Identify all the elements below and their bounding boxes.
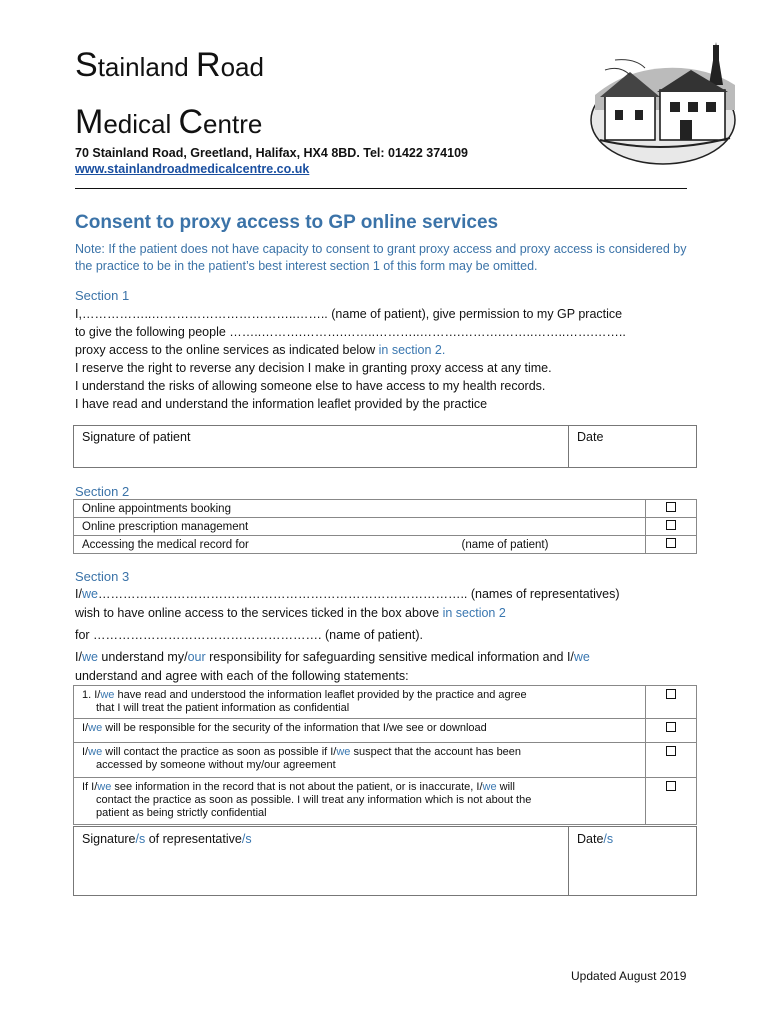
practice-website-link[interactable]: www.stainlandroadmedicalcentre.co.uk [75,162,310,176]
service-checkbox-medical-record[interactable] [666,538,676,548]
representative-signature-box [73,826,697,896]
practice-name-line2: Medical Centre [75,103,263,141]
service-checkbox-prescriptions[interactable] [666,520,676,530]
section3-text: I/we…………………………………………………………………………….. (names of representatives) wish to have online access to the services ticked in the box above in section 2 for ………………………………………………. (name of patient). I/we understand my/our responsibility for safeguarding sensitive medical information and I/we understand and agree with each of the following statements: [75,587,620,683]
statement-checkbox-1[interactable] [666,689,676,699]
service-label: Online prescription management [82,520,249,533]
patient-signature-label: Signature of patient [82,430,191,444]
statement-row-2: I/we will be responsible for the security of the information that I/we see or download [74,719,697,743]
practice-name-line1: Stainland Road [75,46,264,84]
statement-checkbox-4[interactable] [666,781,676,791]
representative-signature-label: Signature/s of representative/s [82,832,252,846]
representative-date-label: Date/s [577,832,614,846]
patient-signature-field[interactable] [74,426,569,467]
statement-row-1: 1. I/we have read and understood the information leaflet provided by the practice and agree that I will treat the patient information as confidential [74,686,697,719]
service-row-prescriptions [74,518,697,536]
statement-row-3: I/we will contact the practice as soon as possible if I/we suspect that the account has been accessed by someone without my/our agreement [74,743,697,778]
service-patient-name-hint: (name of patient) [461,538,549,551]
section2-heading: Section 2 [75,484,130,499]
service-label: Accessing the medical record for [82,538,249,551]
form-note: Note: If the patient does not have capacity to consent to grant proxy access and proxy access is considered by the practice to be in the patient’s best interest section 1 of this form may be omitted. [75,242,687,273]
patient-date-field[interactable] [569,426,696,467]
service-row-appointments [74,500,697,518]
header-divider [75,188,687,189]
updated-date-footer: Updated August 2019 [571,969,687,983]
statement-row-4: If I/we see information in the record that is not about the patient, or is inaccurate, I/we will contact the practice as soon as possible. I will treat any information which is not about the patient as being strictly confidential [74,778,697,825]
patient-signature-box [73,425,697,468]
service-label: Online appointments booking [82,502,231,515]
practice-logo-illustration [585,40,740,165]
form-title: Consent to proxy access to GP online services [75,212,499,233]
representative-signature-field[interactable] [74,827,569,895]
statement-checkbox-3[interactable] [666,746,676,756]
services-table [73,499,697,554]
representative-date-field[interactable] [569,827,696,895]
service-row-medical-record [74,536,697,554]
patient-date-label: Date [577,430,604,444]
statements-table [73,685,697,825]
section1-heading: Section 1 [75,288,130,303]
practice-address: 70 Stainland Road, Greetland, Halifax, HX4 8BD. Tel: 01422 374109 [75,146,468,160]
service-checkbox-appointments[interactable] [666,502,676,512]
section1-text: I,……………..……………………………..…….. (name of patient), give permission to my GP practice to give the following people ……..……….……….……..………..……….……….……..……..…….…….. proxy access to the online services as indicated below in section 2. I reserve the right to reverse any decision I make in granting proxy access at any time. I understand the risks of allowing someone else to have access to my health records. I have read and understand the information leaflet provided by the practice [75,307,626,411]
statement-checkbox-2[interactable] [666,722,676,732]
section3-heading: Section 3 [75,569,130,584]
